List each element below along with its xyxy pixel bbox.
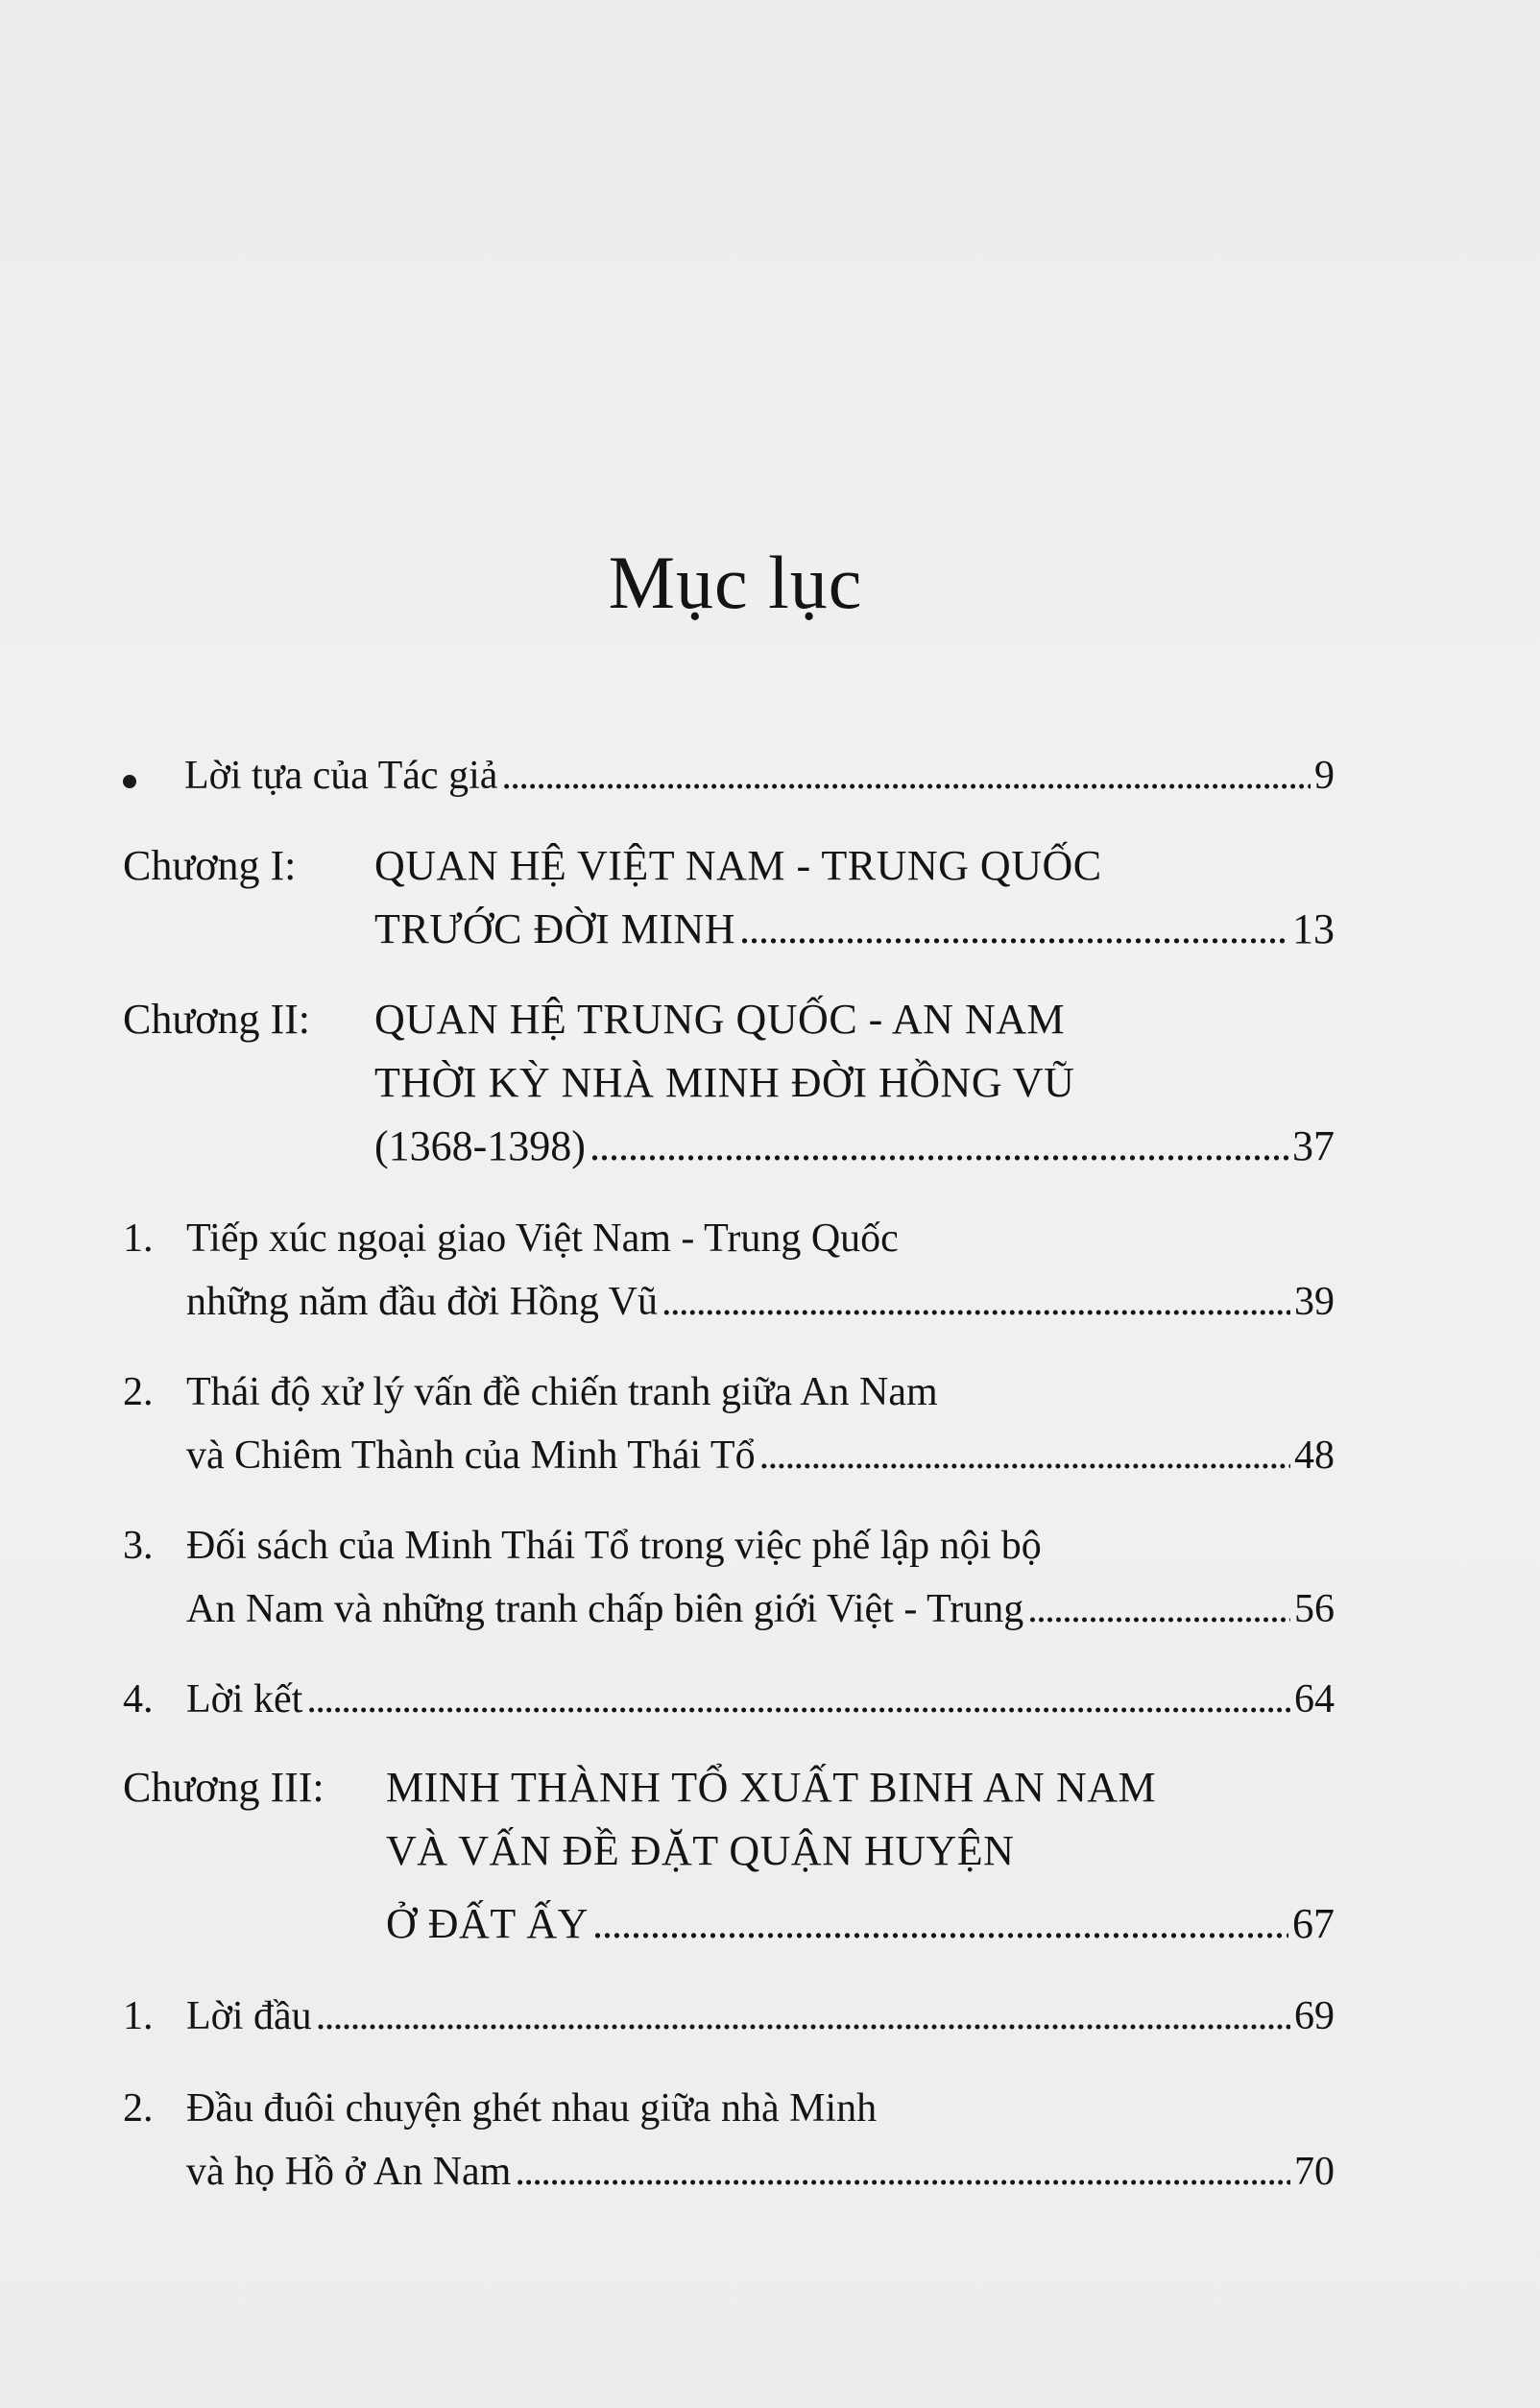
toc-item-line-1[interactable]: Đối sách của Minh Thái Tổ trong việc phế lập nội bộ	[186, 1524, 1042, 1568]
toc-item-line-2: và họ Hồ ở An Nam	[186, 2150, 512, 2194]
toc-item-line-2: An Nam và những tranh chấp biên giới Việt - Trung	[186, 1587, 1024, 1631]
toc-page-number: 70	[1294, 2150, 1335, 2194]
toc-item-line-2: và Chiêm Thành của Minh Thái Tổ	[186, 1433, 756, 1478]
page-title: Mục lục	[608, 541, 863, 625]
toc-item-line-1[interactable]: Đầu đuôi chuyện ghét nhau giữa nhà Minh	[186, 2086, 878, 2131]
leader-dots	[759, 1427, 1290, 1484]
toc-entry-ch2-item-3[interactable]	[186, 1580, 1335, 1638]
toc-page-number: 37	[1292, 1122, 1335, 1169]
toc-page-number: 56	[1294, 1587, 1335, 1631]
toc-entry-chapter-2[interactable]	[374, 1118, 1335, 1175]
chapter-1-title-line-2: TRƯỚC ĐỜI MINH	[374, 905, 736, 952]
leader-dots	[590, 1118, 1288, 1175]
leader-dots	[501, 747, 1311, 805]
leader-dots	[306, 1671, 1290, 1728]
chapter-1-label: Chương I:	[123, 842, 297, 889]
toc-entry-ch2-item-4[interactable]	[123, 1671, 1335, 1728]
chapter-2-title-line-3: (1368-1398)	[374, 1122, 586, 1169]
toc-item-line-1[interactable]: Thái độ xử lý vấn đề chiến tranh giữa An Nam	[186, 1370, 938, 1414]
leader-dots	[1027, 1580, 1290, 1638]
toc-item-line-1: Lời đầu	[186, 1994, 312, 2038]
bullet-icon	[123, 775, 136, 788]
chapter-2-label: Chương II:	[123, 996, 310, 1043]
toc-item-number: 2.	[123, 2086, 154, 2131]
toc-page-number: 64	[1294, 1677, 1335, 1722]
chapter-2-title-line-1[interactable]: QUAN HỆ TRUNG QUỐC - AN NAM	[374, 996, 1066, 1043]
chapter-3-title-line-2[interactable]: VÀ VẤN ĐỀ ĐẶT QUẬN HUYỆN	[386, 1827, 1015, 1874]
chapter-3-title-line-1[interactable]: MINH THÀNH TỔ XUẤT BINH AN NAM	[386, 1764, 1157, 1811]
toc-item-number: 1.	[123, 1216, 154, 1261]
toc-entry-ch2-item-2[interactable]	[186, 1427, 1335, 1484]
leader-dots	[316, 1987, 1290, 2045]
toc-page-number: 67	[1292, 1900, 1335, 1947]
toc-item-line-1: Lời kết	[186, 1677, 303, 1722]
toc-item-line-2: những năm đầu đời Hồng Vũ	[186, 1280, 658, 1324]
toc-entry-preface[interactable]	[123, 747, 1335, 805]
toc-entry-chapter-3[interactable]	[386, 1895, 1335, 1953]
leader-dots	[739, 901, 1288, 958]
chapter-3-label: Chương III:	[123, 1764, 325, 1811]
toc-entry-ch3-item-2[interactable]	[186, 2143, 1335, 2201]
toc-page-number: 39	[1294, 1280, 1335, 1324]
toc-page-number: 9	[1314, 754, 1335, 798]
toc-entry-ch2-item-1[interactable]	[186, 1273, 1335, 1331]
toc-item-number: 3.	[123, 1524, 154, 1568]
toc-item-number: 1.	[123, 1994, 154, 2038]
chapter-3-title-line-3: Ở ĐẤT ẤY	[386, 1900, 589, 1947]
leader-dots	[515, 2143, 1290, 2201]
toc-entry-ch3-item-1[interactable]	[123, 1987, 1335, 2045]
chapter-1-title-line-1[interactable]: QUAN HỆ VIỆT NAM - TRUNG QUỐC	[374, 842, 1102, 889]
chapter-2-title-line-2[interactable]: THỜI KỲ NHÀ MINH ĐỜI HỒNG VŨ	[374, 1059, 1075, 1106]
toc-entry-chapter-1[interactable]	[374, 901, 1335, 958]
toc-item-line-1[interactable]: Tiếp xúc ngoại giao Việt Nam - Trung Quốc	[186, 1216, 899, 1261]
leader-dots	[662, 1273, 1290, 1331]
toc-item-number: 4.	[123, 1677, 154, 1722]
toc-entry-label: Lời tựa của Tác giả	[184, 754, 498, 798]
toc-page-number: 48	[1294, 1433, 1335, 1478]
leader-dots	[592, 1895, 1288, 1953]
toc-item-number: 2.	[123, 1370, 154, 1414]
toc-page-number: 13	[1292, 905, 1335, 952]
toc-page-number: 69	[1294, 1994, 1335, 2038]
